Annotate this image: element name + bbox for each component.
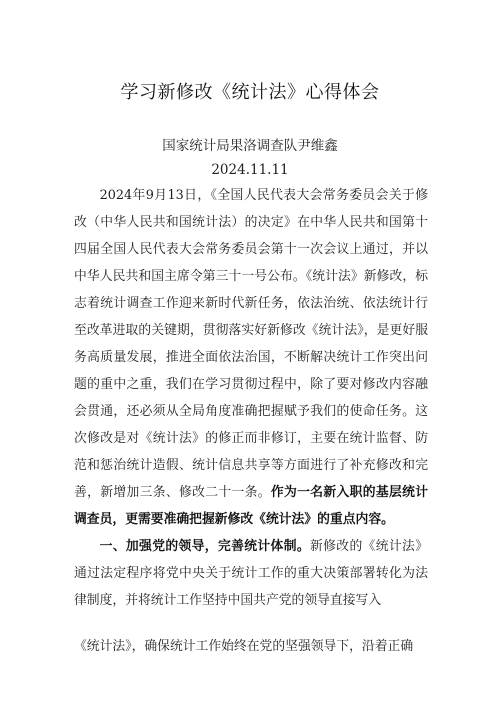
document-body bbox=[74, 182, 428, 660]
paragraph-1-text: 2024年9月13日，《全国人民代表大会常务委员会关于修改（中华人民共和国统计法）的决定》在中华人民共和国第十四届全国人民代表大会常务委员会第十一次会议上通过，并以中华人民共和国主席令第三十一号公布。《统计法》新修改，标志着统计调查工作迎来新时代新任务，依法治统、依法统计行至改革进取的关键期，贯彻落实好新修改《统计法》，是更好服务高质量发展，推进全面依法治国，不断解决统计工作突出问题的重中之重，我们在学习贯彻过程中，除了要对修改内容融会贯通，还必须从全局角度准确把握赋予我们的使命任务。这次修改是对《统计法》的修正而非修订，主要在统计监督、防范和惩治统计造假、统计信息共享等方面进行了补充修改和完善，新增加三条、修改二十一条。 bbox=[74, 188, 428, 500]
date-line: 2024.11.11 bbox=[211, 162, 289, 178]
paragraph-3-text: 《统计法》，确保统计工作始终在党的坚强领导下，沿着正确 bbox=[74, 639, 414, 654]
section-heading-1: 一、加强党的领导，完善统计体制。 bbox=[99, 539, 310, 554]
author-line: 国家统计局果洛调查队尹维鑫 bbox=[162, 138, 338, 154]
paragraph-1 bbox=[74, 182, 428, 533]
paragraph-1-bold: 作为一名新入职的基层统计调查员，更需要准确把握新修改《统计法》的重点内容。 bbox=[74, 485, 429, 527]
paragraph-2-text: 新修改的《统计法》通过法定程序将党中央关于统计工作的重大决策部署转化为法律制度，并将统计工作坚持中国共产党的领导直接写入 bbox=[74, 539, 428, 608]
page-break-gap bbox=[74, 614, 428, 633]
paragraph-2 bbox=[74, 533, 428, 614]
document-title: 学习新修改《统计法》心得体会 bbox=[120, 82, 380, 103]
paragraph-3 bbox=[74, 633, 428, 660]
